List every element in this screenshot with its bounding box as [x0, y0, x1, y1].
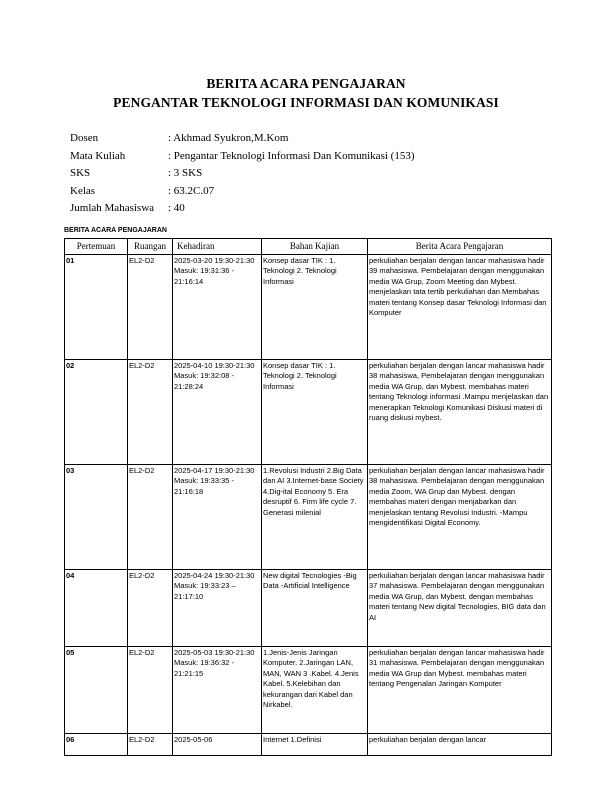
- info-value: : 3 SKS: [168, 167, 203, 179]
- info-label: Jumlah Mahasiswa: [70, 202, 155, 214]
- header-kehadiran: Kehadiran: [173, 239, 262, 255]
- description: perkuliahan berjalan dengan lancar mahasiswa hadir 39 mahasiswa. Pembelajaran dengan menggunakan media WA Grup, Zoom Meeting dan Mybest. menjelaskan tata tertib perkuliahan dan Membahas materi tentang Konsep dasar Teknologi Informasi dan Komputer: [368, 255, 552, 360]
- attendance: 2025-04-24 19:30-21:30 Masuk: 19:33:23 – 21:17:10: [173, 570, 262, 647]
- description: perkuliahan berjalan dengan lancar mahasiswa hadir 31 mahasiswa. Pembelajaran dengan menggunakan media WA Grup dan Mybest. membahas materi tentang Pengenalan Jaringan Komputer: [368, 647, 552, 734]
- attendance: 2025-04-17 19:30-21:30 Masuk: 19:33:35 - 21:16:18: [173, 465, 262, 570]
- info-row-dosen: [70, 130, 414, 148]
- meeting-number: 04: [65, 570, 128, 647]
- room: EL2-D2: [128, 465, 173, 570]
- table-header-row: [65, 239, 552, 255]
- description: perkuliahan berjalan dengan lancar mahasiswa hadir 38 mahasiswa. Pembelajaran dengan menggunakan media Zoom, WA Grup dan Mybest. dengan membahas materi dengan menjabarkan dan menjelaskan tentang Revolusi Industri. -Mampu mengidentifikasi Digital Economy.: [368, 465, 552, 570]
- info-label: SKS: [70, 167, 91, 179]
- attendance: 2025-03-20 19:30-21:30 Masuk: 19:31:36 - 21:16:14: [173, 255, 262, 360]
- table-row: [65, 647, 552, 734]
- info-value: : Akhmad Syukron,M.Kom: [168, 132, 289, 144]
- header-pertemuan: Pertemuan: [65, 239, 128, 255]
- info-label: Dosen: [70, 132, 99, 144]
- description: perkuliahan berjalan dengan lancar mahasiswa hadir 37 mahasiswa. Pembelajaran dengan menggunakan media WA Grup, dan Mybest. dengan membahas materi tentang New digital Tecnologies, BIG data dan AI: [368, 570, 552, 647]
- meeting-number: 05: [65, 647, 128, 734]
- description: perkuliahan berjalan dengan lancar mahasiswa hadir 38 mahasiswa, Pembelajaran dengan menggunakan media WA Grup, dan Mybest. membahas materi tentang Teknologi informasi .Mampu menjelaskan dan menerapkan Teknologi Komunikasi Diskusi materi di ruang diskusi mybest.: [368, 360, 552, 465]
- info-row-jumlah-mahasiswa: [70, 200, 414, 218]
- room: EL2-D2: [128, 647, 173, 734]
- table-row: [65, 255, 552, 360]
- room: EL2-D2: [128, 570, 173, 647]
- info-label: Kelas: [70, 184, 96, 197]
- table-row: [65, 360, 552, 465]
- table-row: [65, 734, 552, 756]
- meeting-number: 06: [65, 734, 128, 756]
- info-value: : 63.2C.07: [168, 184, 215, 197]
- material: Internet 1.Definisi: [262, 734, 368, 756]
- header-berita-acara: Berita Acara Pengajaran: [368, 239, 552, 255]
- document-title: BERITA ACARA PENGAJARAN: [206, 76, 406, 91]
- meeting-number: 01: [65, 255, 128, 360]
- table-row: [65, 570, 552, 647]
- course-info: [70, 130, 414, 218]
- info-value: : Pengantar Teknologi Informasi Dan Komunikasi (153): [168, 149, 415, 162]
- room: EL2-D2: [128, 255, 173, 360]
- room: EL2-D2: [128, 360, 173, 465]
- table-row: [65, 465, 552, 570]
- material: New digital Tecnologies -Big Data -Artificial Intelligence: [262, 570, 368, 647]
- attendance: 2025-05-06: [173, 734, 262, 756]
- course-title: PENGANTAR TEKNOLOGI INFORMASI DAN KOMUNIKASI: [113, 95, 499, 110]
- info-row-mata-kuliah: [70, 148, 414, 166]
- room: EL2-D2: [128, 734, 173, 756]
- info-label: Mata Kuliah: [70, 149, 126, 162]
- header-bahan-kajian: Bahan Kajian: [262, 239, 368, 255]
- header-ruangan: Ruangan: [128, 239, 173, 255]
- attendance: 2025-04-10 19:30-21:30 Masuk: 19:32:08 - 21:28:24: [173, 360, 262, 465]
- info-row-sks: [70, 165, 414, 183]
- material: 1.Revolusi Industri 2.Big Data dan AI 3.Internet-base Society 4.Dig-ital Economy 5. Era desruptif 6. Firm life cycle 7. Generasi milenial: [262, 465, 368, 570]
- teaching-record-table: [64, 238, 552, 756]
- info-value: : 40: [168, 202, 185, 214]
- description: perkuliahan berjalan dengan lancar: [368, 734, 552, 756]
- section-heading: BERITA ACARA PENGAJARAN: [64, 227, 167, 234]
- material: 1.Jenis-Jenis Jaringan Komputer. 2.Jaringan LAN, MAN, WAN 3 .Kabel. 4.Jenis Kabel. 5.Kelebihan dan kekurangan dari Kabel dan Nirkabel.: [262, 647, 368, 734]
- attendance: 2025-05-03 19:30-21:30 Masuk: 19:36:32 - 21:21:15: [173, 647, 262, 734]
- info-row-kelas: [70, 183, 414, 201]
- meeting-number: 03: [65, 465, 128, 570]
- material: Konsep dasar TIK : 1. Teknologi 2. Teknologi Informasi: [262, 360, 368, 465]
- meeting-number: 02: [65, 360, 128, 465]
- material: Konsep dasar TIK : 1. Teknologi 2. Teknologi Informasi: [262, 255, 368, 360]
